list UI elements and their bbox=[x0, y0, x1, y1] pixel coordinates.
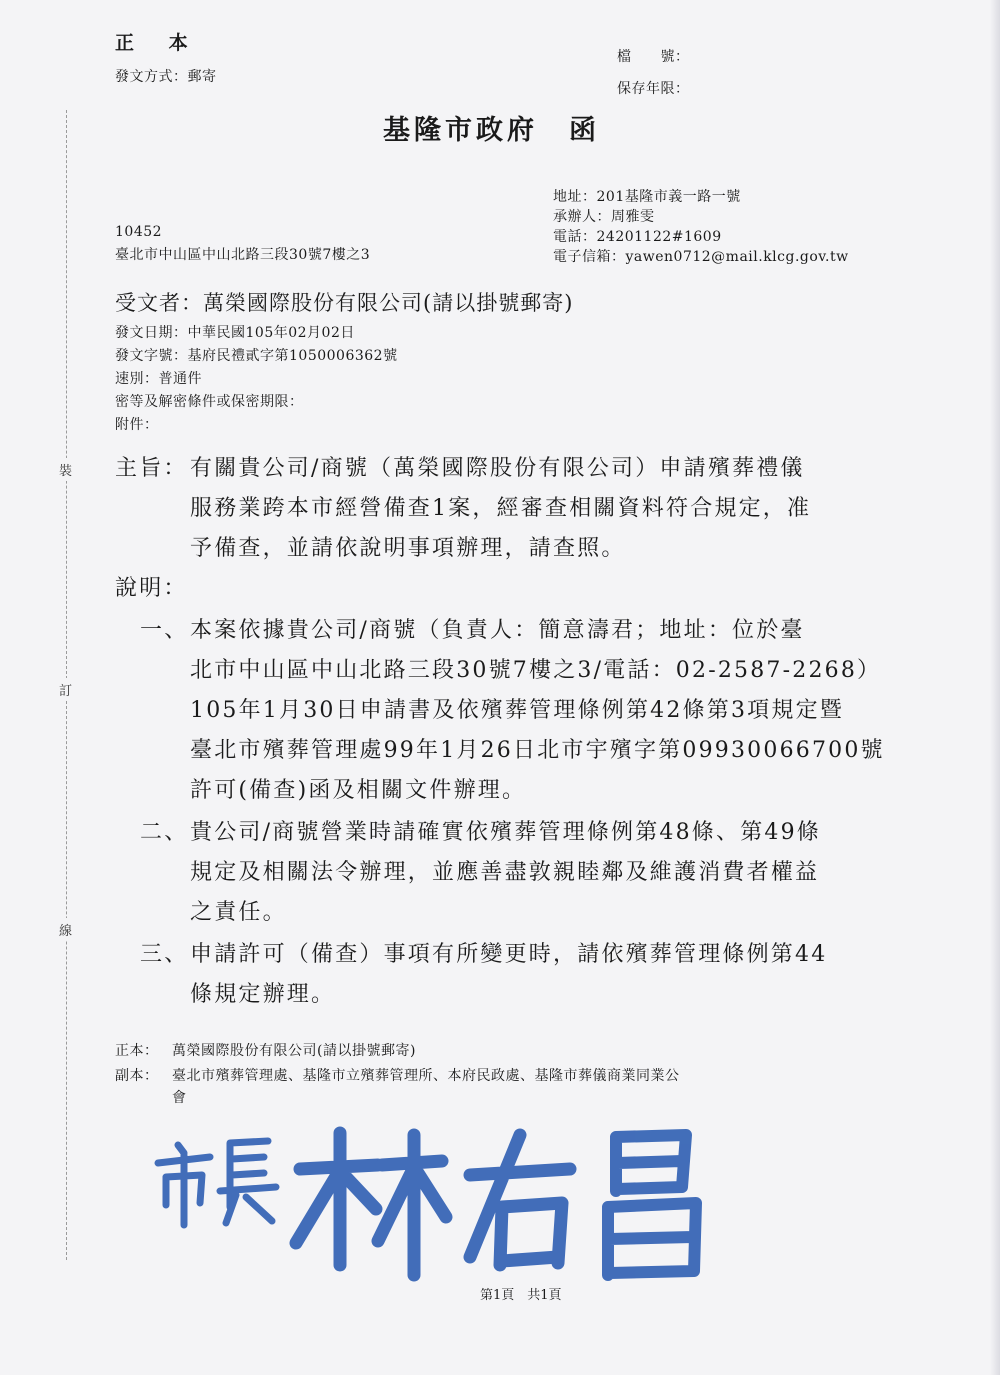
page-number-footer: 第1頁 共1頁 bbox=[480, 1288, 562, 1303]
item-line: 臺北市殯葬管理處99年1月26日北市宇殯字第09930066700號 bbox=[190, 738, 885, 763]
subject-label: 主旨： bbox=[115, 456, 188, 481]
item-line: 北市中山區中山北路三段30號7樓之3/電話：02-2587-2268） bbox=[190, 658, 882, 683]
send-method: 發文方式：郵寄 bbox=[115, 69, 217, 85]
subject-line: 有關貴公司/商號（萬榮國際股份有限公司）申請殯葬禮儀 bbox=[190, 456, 805, 481]
meta-urgency: 速別：普通件 bbox=[115, 371, 202, 387]
recipient-address: 臺北市中山區中山北路三段30號7樓之3 bbox=[115, 247, 371, 263]
copy-recipient-label: 副本： bbox=[115, 1068, 159, 1084]
meta-document-number: 發文字號：基府民禮貳字第1050006362號 bbox=[115, 348, 398, 364]
meta-issue-date: 發文日期：中華民國105年02月02日 bbox=[115, 325, 355, 341]
subject-line: 服務業跨本市經營備查1案，經審查相關資料符合規定，准 bbox=[190, 496, 812, 521]
file-number-label: 檔 號： bbox=[617, 49, 690, 65]
retention-period-label: 保存年限： bbox=[617, 81, 690, 97]
meta-attachment: 附件： bbox=[115, 417, 159, 433]
item-line: 許可(備查)函及相關文件辦理。 bbox=[190, 778, 527, 803]
item-number: 三、 bbox=[140, 942, 189, 967]
item-line: 105年1月30日申請書及依殯葬管理條例第42條第3項規定暨 bbox=[190, 698, 844, 723]
binding-mark-xian: 線 bbox=[59, 918, 72, 941]
scan-edge-shadow bbox=[990, 0, 1000, 1375]
sender-email: 電子信箱：yawen0712@mail.klcg.gov.tw bbox=[553, 249, 849, 265]
sender-phone: 電話：24201122#1609 bbox=[553, 229, 722, 245]
recipient-zip: 10452 bbox=[115, 224, 163, 240]
item-line: 條規定辦理。 bbox=[190, 982, 336, 1007]
item-number: 二、 bbox=[140, 820, 189, 845]
original-recipient: 萬榮國際股份有限公司(請以掛號郵寄) bbox=[172, 1043, 416, 1059]
explanation-label: 說明： bbox=[115, 576, 188, 601]
item-number: 一、 bbox=[140, 618, 189, 643]
item-line: 規定及相關法令辦理，並應善盡敦親睦鄰及維護消費者權益 bbox=[190, 860, 820, 885]
copy-recipient-line: 會 bbox=[172, 1090, 187, 1106]
meta-classification: 密等及解密條件或保密期限： bbox=[115, 394, 304, 410]
item-line: 之責任。 bbox=[190, 900, 287, 925]
document-title: 基隆市政府 函 bbox=[383, 115, 600, 146]
sender-address: 地址：201基隆市義一路一號 bbox=[553, 189, 741, 205]
copy-recipient-line: 臺北市殯葬管理處、基隆市立殯葬管理所、本府民政處、基隆市葬儀商業同業公 bbox=[172, 1068, 680, 1084]
item-line: 貴公司/商號營業時請確實依殯葬管理條例第48條、第49條 bbox=[190, 820, 822, 845]
mayor-signature-seal bbox=[150, 1125, 750, 1285]
binding-mark-ding: 訂 bbox=[59, 678, 72, 701]
item-line: 申請許可（備查）事項有所變更時，請依殯葬管理條例第44 bbox=[190, 942, 828, 967]
sender-handler: 承辦人：周雅雯 bbox=[553, 209, 655, 225]
subject-line: 予備查，並請依說明事項辦理，請查照。 bbox=[190, 536, 626, 561]
copy-mark: 正 本 bbox=[115, 32, 202, 54]
original-recipient-label: 正本： bbox=[115, 1043, 159, 1059]
item-line: 本案依據貴公司/商號（負責人：簡意濤君；地址：位於臺 bbox=[190, 618, 805, 643]
recipient-line: 受文者：萬榮國際股份有限公司(請以掛號郵寄) bbox=[115, 291, 574, 315]
binding-mark-zhuang: 裝 bbox=[59, 458, 72, 481]
